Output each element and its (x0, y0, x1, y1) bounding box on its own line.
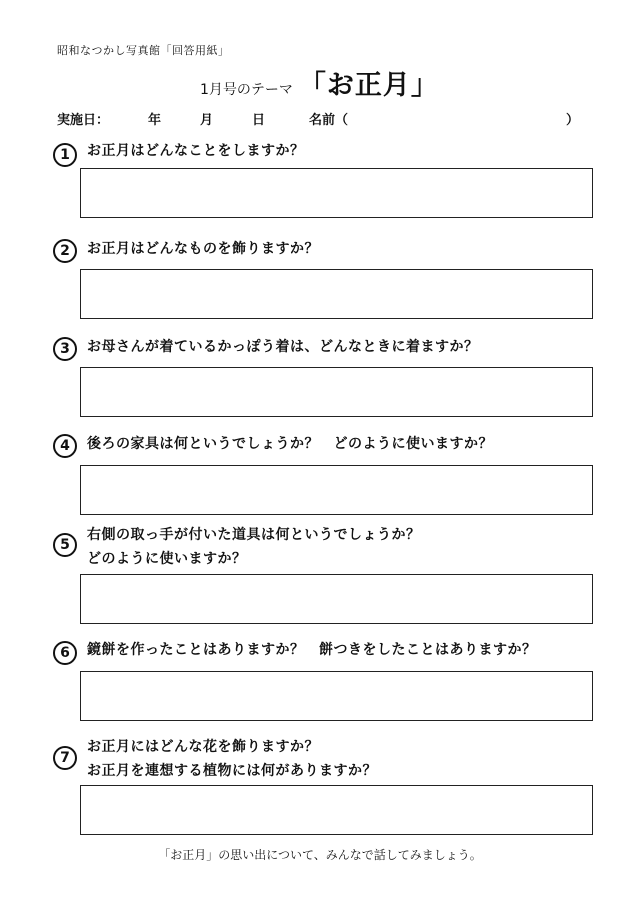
question-text: 後ろの家具は何というでしょうか？ どのように使いますか？ (87, 436, 493, 452)
answer-box[interactable] (80, 785, 593, 835)
answer-box[interactable] (80, 367, 593, 417)
question-number-badge: 1 (53, 143, 77, 167)
form-header-title: 昭和なつかし写真館「回答用紙」 (57, 44, 230, 57)
name-label: 名前（ (309, 113, 349, 128)
answer-box[interactable] (80, 465, 593, 515)
question-text-line2: お正月を連想する植物には何がありますか？ (87, 763, 377, 779)
answer-box[interactable] (80, 168, 593, 218)
question-text: お正月はどんなものを飾りますか？ (87, 241, 319, 257)
year-label: 年 (148, 113, 162, 128)
month-label: 月 (200, 113, 214, 128)
day-label: 日 (252, 113, 266, 128)
footer-note: 「お正月」の思い出について、みんなで話してみましょう。 (158, 848, 482, 862)
question-number-badge: 5 (53, 533, 77, 557)
question-text: 右側の取っ手が付いた道具は何というでしょうか？ (87, 527, 421, 543)
question-number-badge: 6 (53, 641, 77, 665)
date-name-row (57, 109, 587, 129)
answer-box[interactable] (80, 671, 593, 721)
question-number-badge: 2 (53, 239, 77, 263)
question-text: 鏡餅を作ったことはありますか？ 餅つきをしたことはありますか？ (87, 642, 537, 658)
question-number-badge: 4 (53, 434, 77, 458)
theme-heading (200, 63, 439, 103)
answer-box[interactable] (80, 574, 593, 624)
theme-name: 「お正月」 (298, 70, 439, 101)
question-number-badge: 3 (53, 337, 77, 361)
answer-box[interactable] (80, 269, 593, 319)
executed-date-label: 実施日： (57, 113, 110, 128)
question-text: お母さんが着ているかっぽう着は、どんなときに着ますか？ (87, 339, 479, 355)
question-text: お正月にはどんな花を飾りますか？ (87, 739, 319, 755)
question-number-badge: 7 (53, 746, 77, 770)
question-text-line2: どのように使いますか？ (87, 551, 247, 567)
question-text: お正月はどんなことをしますか？ (87, 143, 305, 159)
name-close-paren: ） (566, 113, 580, 128)
theme-label: 1月号のテーマ (200, 82, 293, 98)
